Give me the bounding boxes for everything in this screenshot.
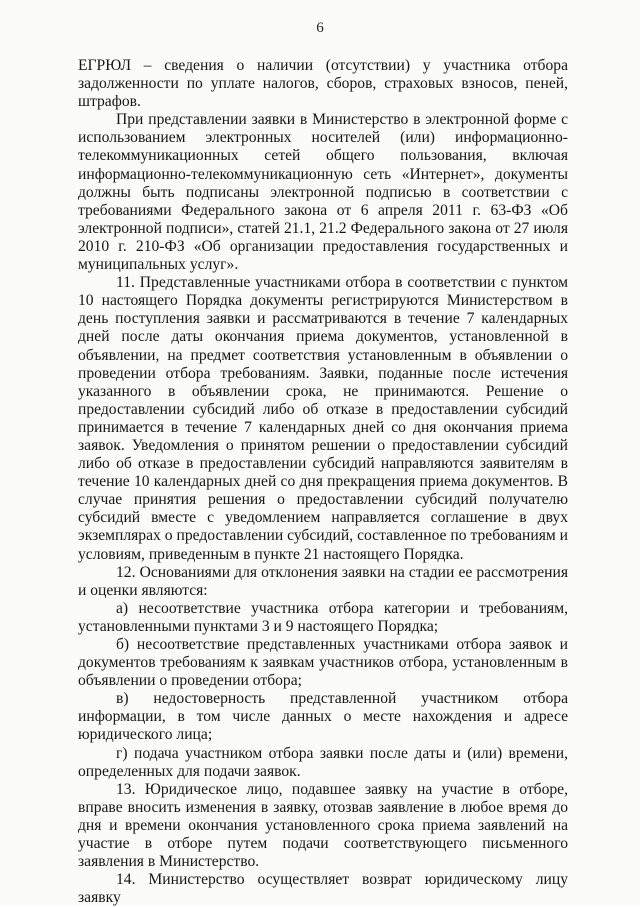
paragraph-electronic-submission: При представлении заявки в Министерство в электронной форме с использованием электронных носителей (или) информационно-телекоммуникационных сетей общего пользования, включая информационно-телекоммуникационную сеть «Интернет», документы должны быть подписаны электронной подписью в соответствии с требованиями Федерального закона от 6 апреля 2011 г. 63-ФЗ «Об электронной подписи», статей 21.1, 21.2 Федерального закона от 27 июля 2010 г. 210-ФЗ «Об организации предоставления государственных и муниципальных услуг». [78, 111, 568, 274]
paragraph-clause-14: 14. Министерство осуществляет возврат юридическому лицу заявку [78, 871, 568, 907]
paragraph-clause-11: 11. Представленные участниками отбора в соответствии с пунктом 10 настоящего Порядка документы регистрируются Министерством в день поступления заявки и рассматриваются в течение 7 календарных дней после даты окончания приема документов, установленной в объявлении, на предмет соответствия установленным в объявлении о проведении отбора требованиям. Заявки, поданные после истечения указанного в объявлении срока, не принимаются. Решение о предоставлении субсидий либо об отказе в предоставлении субсидий принимается в течение 7 календарных дней со дня окончания приема заявок. Уведомления о принятом решении о предоставлении субсидий либо об отказе в предоставлении субсидий направляются заявителям в течение 10 календарных дней со дня прекращения приема документов. В случае принятия решения о предоставлении субсидий получателю субсидий вместе с уведомлением направляется соглашение в двух экземплярах о предоставлении субсидий, составленное по требованиям и условиям, приведенным в пункте 21 настоящего Порядка. [78, 274, 568, 563]
paragraph-clause-12-v: в) недостоверность представленной участником отбора информации, в том числе данных о месте нахождения и адресе юридического лица; [78, 690, 568, 744]
paragraph-clause-13: 13. Юридическое лицо, подавшее заявку на участие в отборе, вправе вносить изменения в заявку, отозвав заявление в любое время до дня и времени окончания установленного срока приема заявлений на участие в отборе путем подачи соответствующего письменного заявления в Министерство. [78, 780, 568, 871]
document-body [78, 57, 568, 907]
paragraph-clause-12-g: г) подача участником отбора заявки после даты и (или) времени, определенных для подачи заявок. [78, 744, 568, 780]
paragraph-clause-12-b: б) несоответствие представленных участниками отбора заявок и документов требованиям к заявкам участников отбора, установленным в объявлении о проведении отбора; [78, 636, 568, 690]
paragraph-egrul-continuation: ЕГРЮЛ – сведения о наличии (отсутствии) у участника отбора задолженности по уплате налогов, сборов, страховых взносов, пеней, штрафов. [78, 57, 568, 111]
page-number: 6 [316, 20, 324, 36]
paragraph-clause-12: 12. Основаниями для отклонения заявки на стадии ее рассмотрения и оценки являются: [78, 563, 568, 599]
paragraph-clause-12-a: а) несоответствие участника отбора категории и требованиям, установленными пунктами 3 и 9 настоящего Порядка; [78, 599, 568, 635]
